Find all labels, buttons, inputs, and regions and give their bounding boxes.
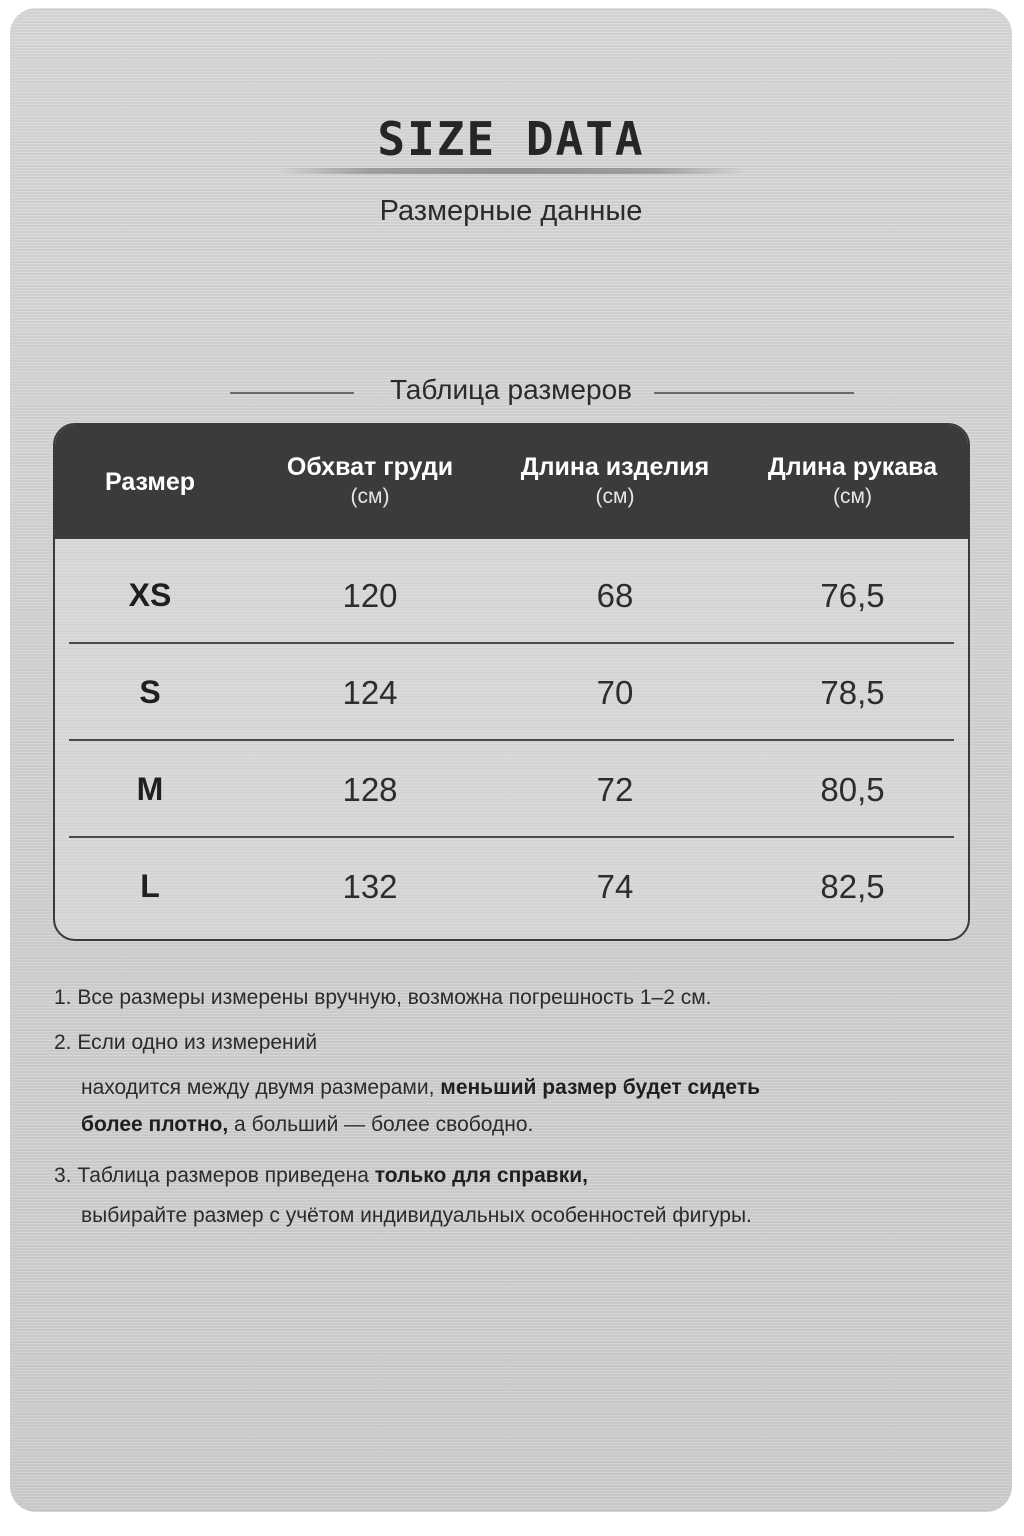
chest-cell: 124 <box>342 673 398 711</box>
chest-cell: 128 <box>342 770 398 808</box>
note-emphasis: более плотно, <box>81 1113 229 1136</box>
length-cell: 68 <box>596 576 634 614</box>
sleeve-cell: 76,5 <box>820 576 885 614</box>
column-header-unit: (см) <box>595 485 635 508</box>
length-cell: 70 <box>596 673 634 711</box>
title-brush-stroke <box>276 168 746 174</box>
column-header-label: Длина изделия <box>520 453 710 481</box>
note-emphasis: меньший размер будет сидеть <box>440 1076 761 1099</box>
column-header-label: Длина рукава <box>767 453 938 481</box>
note-2-line-1: 2. Если одно из измерений <box>54 1031 318 1054</box>
chest-cell: 132 <box>342 867 398 905</box>
note-text: а больший — более свободно. <box>228 1113 534 1136</box>
note-text: 3. Таблица размеров приведена <box>54 1164 375 1187</box>
note-3-line-2: выбирайте размер с учётом индивидуальных особенностей фигуры. <box>81 1204 752 1227</box>
section-rule-right <box>654 392 854 394</box>
table-row <box>55 547 968 644</box>
table-row <box>55 838 968 935</box>
note-2-line-3 <box>81 1113 533 1137</box>
table-row <box>55 741 968 838</box>
length-cell: 74 <box>596 867 634 905</box>
column-header-unit: (см) <box>350 485 390 508</box>
column-header-length <box>495 425 735 539</box>
note-1: 1. Все размеры измерены вручную, возможна погрешность 1–2 см. <box>54 986 712 1009</box>
sleeve-cell: 80,5 <box>820 770 885 808</box>
section-title: Таблица размеров <box>389 374 633 405</box>
size-table <box>53 423 970 941</box>
table-row <box>55 644 968 741</box>
size-cell: M <box>136 771 164 807</box>
column-header-unit: (см) <box>833 485 872 508</box>
note-2-line-2 <box>81 1076 760 1100</box>
note-text: находится между двумя размерами, <box>81 1076 441 1099</box>
size-cell: L <box>140 868 160 904</box>
column-header-size <box>55 425 245 539</box>
column-header-sleeve <box>735 425 970 539</box>
sleeve-cell: 78,5 <box>820 673 885 711</box>
page-title: SIZE DATA <box>377 112 645 166</box>
length-cell: 72 <box>596 770 634 808</box>
column-header-chest <box>245 425 495 539</box>
note-emphasis: только для справки, <box>374 1164 588 1187</box>
size-cell: XS <box>128 577 172 613</box>
page-subtitle: Размерные данные <box>379 195 643 227</box>
sleeve-cell: 82,5 <box>820 867 885 905</box>
size-cell: S <box>139 674 161 710</box>
column-header-label: Обхват груди <box>286 453 454 481</box>
chest-cell: 120 <box>342 576 398 614</box>
note-3-line-1 <box>54 1164 588 1188</box>
table-header <box>55 425 968 539</box>
size-chart-card <box>10 8 1012 1512</box>
column-header-label: Размер <box>104 468 196 496</box>
